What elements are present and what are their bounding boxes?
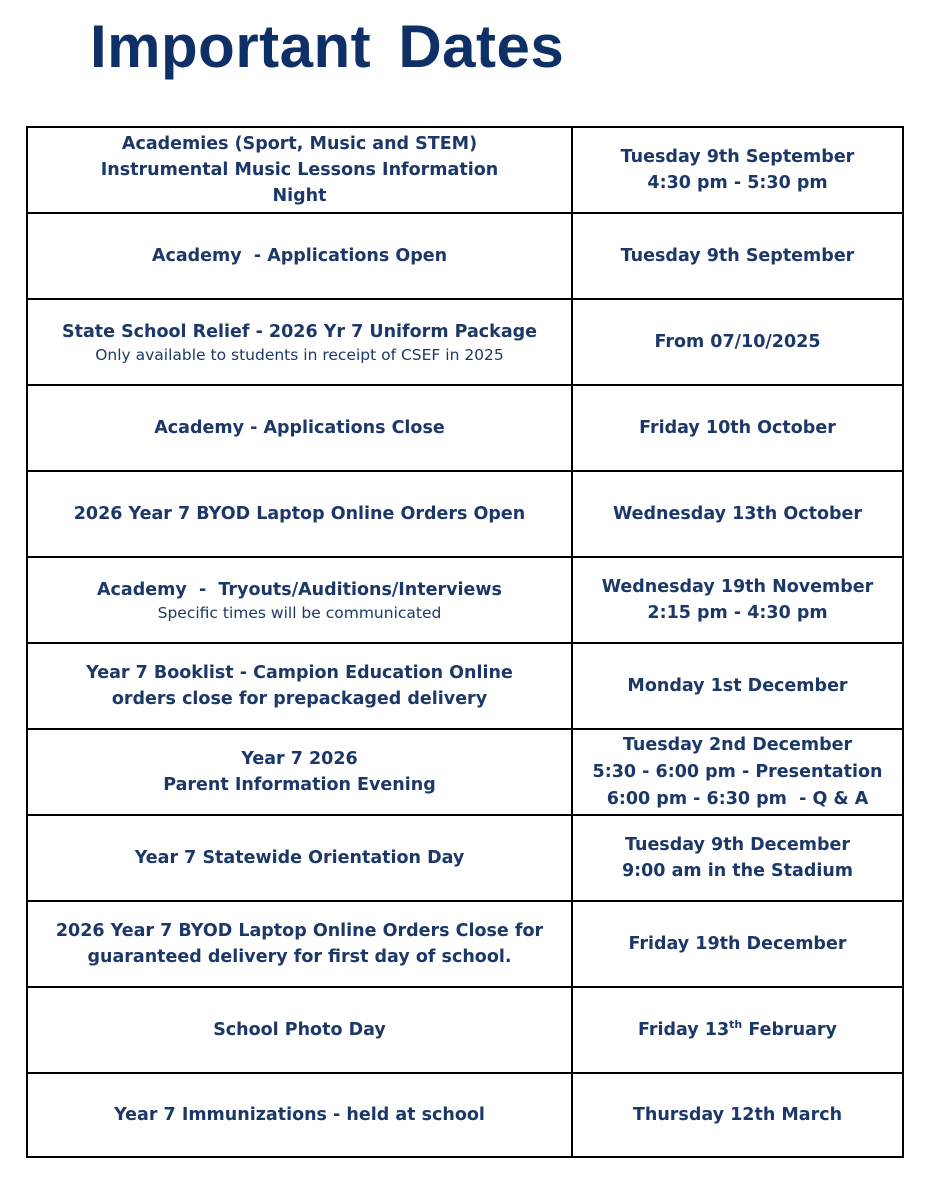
table-row — [27, 643, 903, 729]
event-text: Night — [272, 186, 327, 206]
event-text: Academy - Tryouts/Auditions/Interviews — [97, 580, 502, 600]
event-cell — [27, 213, 572, 299]
date-text: From 07/10/2025 — [654, 332, 821, 352]
date-text: 6:00 pm - 6:30 pm - Q & A — [606, 788, 869, 809]
date-cell — [572, 471, 903, 557]
date-cell — [572, 901, 903, 987]
date-cell — [572, 299, 903, 385]
event-text: Academies (Sport, Music and STEM) — [121, 134, 478, 154]
event-cell — [27, 815, 572, 901]
date-cell — [572, 987, 903, 1073]
table-row — [27, 299, 903, 385]
date-text: 2:15 pm - 4:30 pm — [647, 603, 828, 623]
date-text: 5:30 - 6:00 pm - Presentation — [592, 761, 883, 782]
table-row — [27, 471, 903, 557]
event-text: Parent Information Evening — [163, 775, 436, 795]
date-text — [579, 1017, 896, 1043]
date-text: Friday 19th December — [628, 934, 847, 954]
table-row — [27, 557, 903, 643]
date-text: Tuesday 2nd December — [622, 734, 853, 755]
table-row — [27, 729, 903, 815]
event-text: Academy - Applications Open — [151, 246, 448, 266]
table-row — [27, 987, 903, 1073]
event-cell — [27, 385, 572, 471]
event-cell — [27, 729, 572, 815]
date-text: Tuesday 9th December — [624, 835, 851, 855]
date-text: 4:30 pm - 5:30 pm — [647, 173, 828, 193]
event-note: Specific times will be communicated — [157, 604, 442, 622]
date-cell — [572, 815, 903, 901]
event-text: Instrumental Music Lessons Information — [100, 160, 499, 180]
date-text: Monday 1st December — [627, 676, 848, 696]
date-text: Tuesday 9th September — [620, 147, 855, 167]
table-row — [27, 127, 903, 213]
event-cell — [27, 901, 572, 987]
date-text: Tuesday 9th September — [620, 246, 855, 266]
date-cell — [572, 385, 903, 471]
event-cell — [27, 987, 572, 1073]
event-cell — [27, 643, 572, 729]
event-cell — [27, 1073, 572, 1157]
table-row — [27, 1073, 903, 1157]
event-text: State School Relief - 2026 Yr 7 Uniform Package — [61, 322, 538, 342]
date-cell — [572, 213, 903, 299]
event-text: 2026 Year 7 BYOD Laptop Online Orders Close for — [55, 921, 544, 941]
date-text-part: Friday 13 — [638, 1020, 730, 1040]
date-cell — [572, 1073, 903, 1157]
table-row — [27, 385, 903, 471]
event-cell — [27, 471, 572, 557]
event-text: Year 7 Statewide Orientation Day — [134, 848, 465, 868]
date-ordinal-suffix: th — [729, 1018, 743, 1032]
dates-table — [26, 126, 904, 1158]
table-row — [27, 213, 903, 299]
date-text: Friday 10th October — [639, 418, 836, 438]
table-row — [27, 901, 903, 987]
event-text: orders close for prepackaged delivery — [111, 689, 488, 709]
date-cell — [572, 729, 903, 815]
event-note: Only available to students in receipt of CSEF in 2025 — [95, 346, 504, 364]
event-text: Year 7 2026 — [241, 749, 358, 769]
date-text: Thursday 12th March — [632, 1105, 843, 1125]
date-text-part: February — [742, 1020, 837, 1040]
event-text: 2026 Year 7 BYOD Laptop Online Orders Open — [73, 504, 526, 524]
page-title: Important Dates — [90, 13, 565, 80]
date-text: Wednesday 13th October — [612, 504, 863, 524]
event-cell — [27, 557, 572, 643]
event-cell — [27, 127, 572, 213]
date-cell — [572, 643, 903, 729]
date-text: 9:00 am in the Stadium — [621, 861, 854, 881]
event-text: guaranteed delivery for first day of school. — [87, 947, 512, 967]
event-text: School Photo Day — [213, 1020, 386, 1040]
event-cell — [27, 299, 572, 385]
table-row — [27, 815, 903, 901]
date-cell — [572, 127, 903, 213]
event-text: Academy - Applications Close — [154, 418, 445, 438]
event-text: Year 7 Booklist - Campion Education Online — [86, 663, 513, 683]
event-text: Year 7 Immunizations - held at school — [114, 1105, 485, 1125]
date-cell — [572, 557, 903, 643]
date-text: Wednesday 19th November — [601, 577, 874, 597]
